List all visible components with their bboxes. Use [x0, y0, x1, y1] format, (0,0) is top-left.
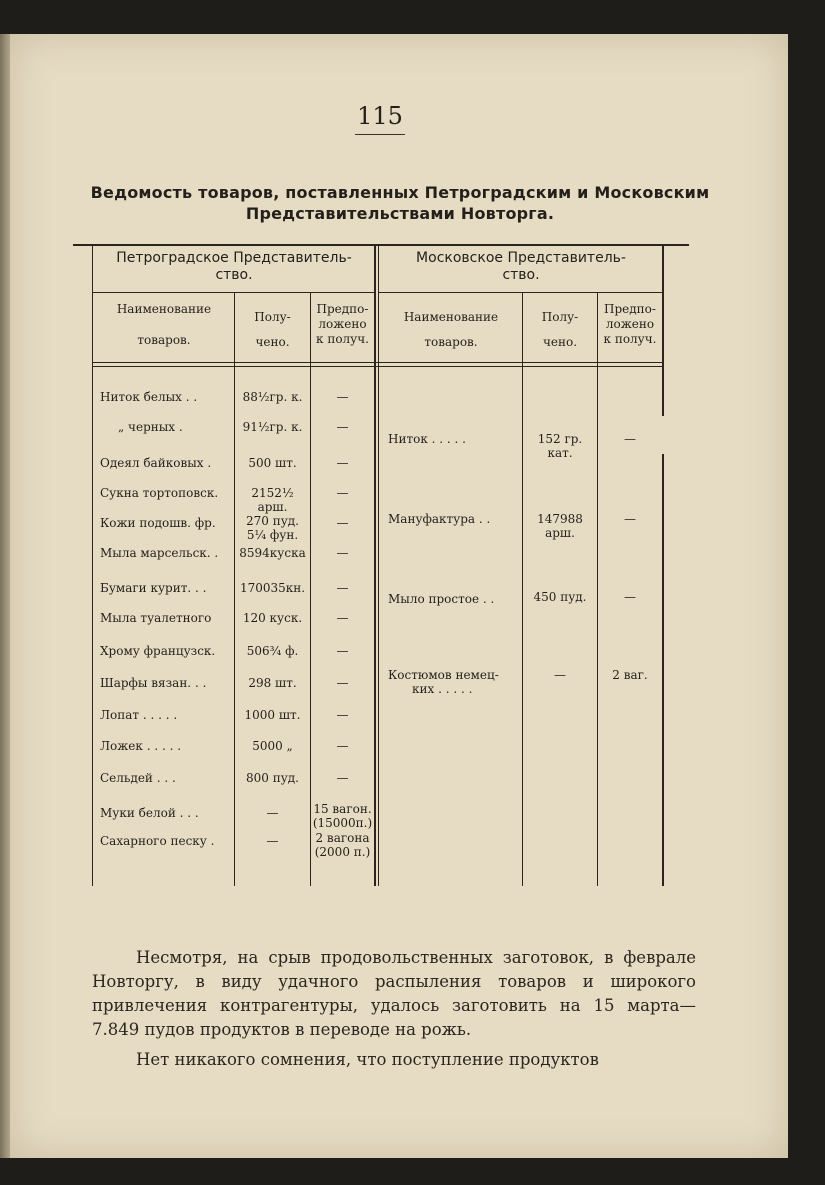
p-row-plan: —: [336, 420, 349, 434]
m-row-name: Мыло простое . .: [388, 592, 495, 606]
m-row-recv: —: [554, 668, 566, 682]
p-row-name: Хрому французск.: [100, 644, 216, 658]
p-row-name: Сельдей . . .: [100, 771, 176, 785]
p-row-recv: 5000 „: [252, 739, 293, 753]
m-col-recv-header: [523, 310, 597, 350]
table-left-border: [92, 246, 93, 886]
p-header-rule: [92, 292, 375, 293]
p-row-recv: 506¾ ф.: [246, 644, 299, 658]
p-row-name: Лопат . . . . .: [100, 708, 178, 722]
p-col-name-header: [94, 302, 234, 348]
m-col-name-header: [380, 310, 522, 350]
table-title: [60, 182, 740, 224]
table-divider-2: [378, 246, 379, 886]
p-row-name: Бумаги курит. . .: [100, 581, 207, 595]
p-row-recv: 1000 шт.: [244, 708, 301, 722]
petrograd-section-line-2: ство.: [215, 267, 253, 283]
p-col-plan-3: к получ.: [316, 332, 369, 346]
p-row-recv: 120 куск.: [242, 611, 303, 625]
m-col-plan-2: ложено: [605, 317, 655, 331]
p-row-recv-2: 5¼ фун.: [246, 528, 299, 542]
p-col-plan-2: ложено: [318, 317, 367, 331]
m-row-recv-2: кат.: [547, 446, 573, 460]
p-row-plan: —: [336, 546, 349, 560]
body-text: [92, 946, 696, 1072]
p-col-recv-2: чено.: [255, 335, 290, 349]
p-row-name: Ложек . . . . .: [100, 739, 182, 753]
m-row-recv: 450 пуд.: [533, 590, 587, 604]
table-top-rule: [73, 244, 689, 246]
moscow-section-header: [380, 250, 662, 284]
p-row-name: Сахарного песку .: [100, 834, 215, 848]
m-row-plan: 2 ваг.: [612, 668, 648, 682]
p-row-plan: —: [336, 486, 349, 500]
p-row-name: Мыла туалетного: [100, 611, 212, 625]
p-row-plan: —: [336, 456, 349, 470]
p-col-recv-1: Полу-: [254, 310, 291, 324]
p-row-plan-2: (2000 п.): [314, 845, 371, 859]
p-row-plan: —: [336, 708, 349, 722]
p-row-name: Одеял байковых .: [100, 456, 212, 470]
moscow-section-line-2: ство.: [502, 267, 540, 283]
p-row-name: Кожи подошв. фр.: [100, 516, 216, 530]
document-page: [10, 34, 788, 1158]
p-col-plan-header: [311, 302, 374, 347]
p-row-recv: 500 шт.: [248, 456, 297, 470]
p-col-plan-1: Предпо-: [316, 302, 369, 316]
table-divider: [374, 246, 376, 886]
p-row-name: Ниток белых . .: [100, 390, 198, 404]
m-col-recv-1: Полу-: [541, 310, 579, 324]
p-row-name: Муки белой . . .: [100, 806, 199, 820]
p-row-recv: 91½гр. к.: [242, 420, 303, 434]
m-col-plan-header: [598, 302, 662, 347]
col-header-rule-2: [92, 366, 664, 367]
table-right-border: [662, 246, 664, 416]
p-row-recv: —: [266, 806, 279, 820]
p-row-plan: —: [336, 611, 349, 625]
p-row-name: Сукна тортоповск.: [100, 486, 219, 500]
petrograd-section-header: [94, 250, 374, 284]
p-row-plan: —: [336, 390, 349, 404]
m-row-recv: 147988: [537, 512, 583, 526]
m-row-name-2: ких . . . . .: [412, 682, 473, 696]
m-col-name-2: товаров.: [424, 335, 478, 349]
p-row-name: Мыла марсельск. .: [100, 546, 219, 560]
paragraph: Несмотря, на срыв продовольственных заготовок, в феврале Новторгу, в виду удачного распыления товаров и широкого привлечения контрагентуры, удалось заготовить на 15 марта—7.849 пудов продуктов в переводе на рожь.: [92, 948, 696, 1039]
p-col-recv-header: [235, 310, 310, 350]
p-row-plan: —: [336, 516, 349, 530]
petrograd-section-line-1: Петроградское Представитель-: [116, 250, 352, 266]
m-col-plan-1: Предпо-: [604, 302, 656, 316]
m-col-name-1: Наименование: [403, 310, 499, 324]
p-row-recv: 800 пуд.: [246, 771, 299, 785]
p-col-name-2: товаров.: [137, 333, 191, 347]
p-row-plan: —: [336, 771, 349, 785]
p-row-recv: 88½гр. к.: [242, 390, 303, 404]
p-row-recv: 270 пуд.: [246, 514, 299, 528]
p-row-recv-2: арш.: [257, 500, 288, 514]
table-right-border-lower: [662, 454, 664, 886]
p-row-plan: —: [336, 644, 349, 658]
m-col-plan-3: к получ.: [603, 332, 657, 346]
col-header-rule-1: [92, 362, 664, 363]
p-row-recv: —: [266, 834, 279, 848]
m-col-recv-2: чено.: [542, 335, 578, 349]
p-row-plan-2: (15000п.): [312, 816, 373, 830]
m-row-plan: —: [624, 590, 636, 604]
p-row-plan: 2 вагона: [315, 831, 370, 845]
page-number: 115: [355, 102, 405, 135]
p-row-name: „ черных .: [118, 420, 183, 434]
p-row-plan: —: [336, 581, 349, 595]
m-row-plan: —: [624, 432, 636, 446]
m-row-name: Мануфактура . .: [388, 512, 491, 526]
p-row-recv: 2152½: [251, 486, 294, 500]
p-row-name: Шарфы вязан. . .: [100, 676, 207, 690]
p-row-recv: 298 шт.: [248, 676, 297, 690]
m-col-sep-1: [522, 292, 523, 886]
paragraph: Нет никакого сомнения, что поступление продуктов: [136, 1050, 599, 1069]
p-row-recv: 8594куска: [239, 546, 306, 560]
m-row-name: Костюмов немец-: [388, 668, 499, 682]
m-row-name: Ниток . . . . .: [388, 432, 466, 446]
m-col-sep-2: [597, 292, 598, 886]
m-row-recv: 152 гр.: [537, 432, 583, 446]
p-col-name-1: Наименование: [116, 302, 212, 316]
p-row-plan: —: [336, 676, 349, 690]
moscow-section-line-1: Московское Представитель-: [416, 250, 626, 266]
m-row-plan: —: [624, 512, 636, 526]
title-line-2: Представительствами Новторга.: [245, 204, 555, 223]
p-row-plan: —: [336, 739, 349, 753]
m-row-recv-2: арш.: [545, 526, 575, 540]
title-line-1: Ведомость товаров, поставленных Петроградским и Московским: [90, 183, 710, 202]
p-row-plan: 15 вагон.: [313, 802, 372, 816]
p-row-recv: 170035кн.: [239, 581, 306, 595]
m-header-rule: [379, 292, 664, 293]
